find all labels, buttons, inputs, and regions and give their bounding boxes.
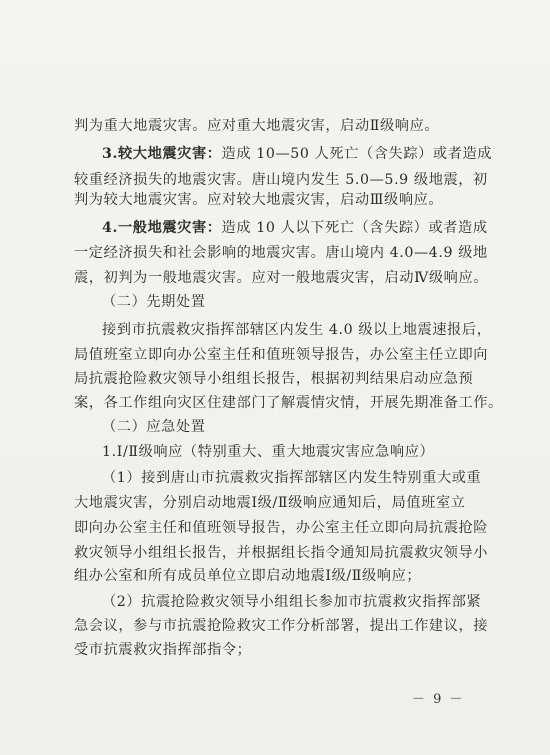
text-line: （1）接到唐山市抗震救灾指挥部辖区内发生特别重大或重 [102,470,482,486]
text-line: 局值班室立即向办公室主任和值班领导报告，办公室主任立即向 [74,347,489,363]
text-line: 判为较大地震灾害。应对较大地震灾害，启动Ⅲ级响应。 [74,192,444,208]
text-line: 受市抗震救灾指挥部指令； [74,642,252,658]
text-line: 局抗震抢险救灾领导小组组长报告，根据初判结果启动应急预 [74,371,474,387]
text-line [102,144,492,164]
text-line: 即向办公室主任和值班领导报告，办公室主任立即向局抗震抢险 [74,520,489,536]
text-line: 接到市抗震救灾指挥部辖区内发生 4.0 级以上地震速报后， [102,322,492,338]
text-line: 较重经济损失的地震灾害。唐山境内发生 5.0—5.9 级地震，初 [74,172,488,188]
text-line: 震，初判为一般地震灾害。应对一般地震灾害，启动Ⅳ级响应。 [74,270,489,286]
text-line: 救灾领导小组组长报告，并根据组长指令通知局抗震救灾领导小 [74,545,489,561]
text-line: 急会议，参与市抗震抢险救灾工作分析部署，提出工作建议，接 [74,618,489,634]
section-heading: （二）应急处置 [102,419,206,435]
section-heading: （二）先期处置 [102,294,206,310]
text-line: 案，各工作组向灾区住建部门了解震情灾情，开展先期准备工作。 [74,395,503,411]
text-line: 大地震灾害，分别启动地震Ⅰ级/Ⅱ级响应通知后，局值班室立 [74,495,466,511]
text-line: （2）抗震抢险救灾领导小组组长参加市抗震救灾指挥部紧 [102,594,482,610]
text-line [102,218,488,238]
item-heading: 4.一般地震灾害： [102,220,222,236]
item-text: 造成 10—50 人死亡（含失踪）或者造成 [221,146,493,162]
text-line: 组办公室和所有成员单位立即启动地震Ⅰ级/Ⅱ级响应； [74,568,422,584]
text-line: 判为重大地震灾害。应对重大地震灾害，启动Ⅱ级响应。 [74,118,440,134]
item-text: 造成 10 人以下死亡（含失踪）或者造成 [221,220,488,236]
page-number: － 9 － [412,692,465,707]
subsection-heading: 1.Ⅰ/Ⅱ级响应（特别重大、重大地震灾害应急响应） [102,444,435,460]
text-line: 一定经济损失和社会影响的地震灾害。唐山境内 4.0—4.9 级地 [74,245,488,261]
item-heading: 3.较大地震灾害： [102,146,222,162]
